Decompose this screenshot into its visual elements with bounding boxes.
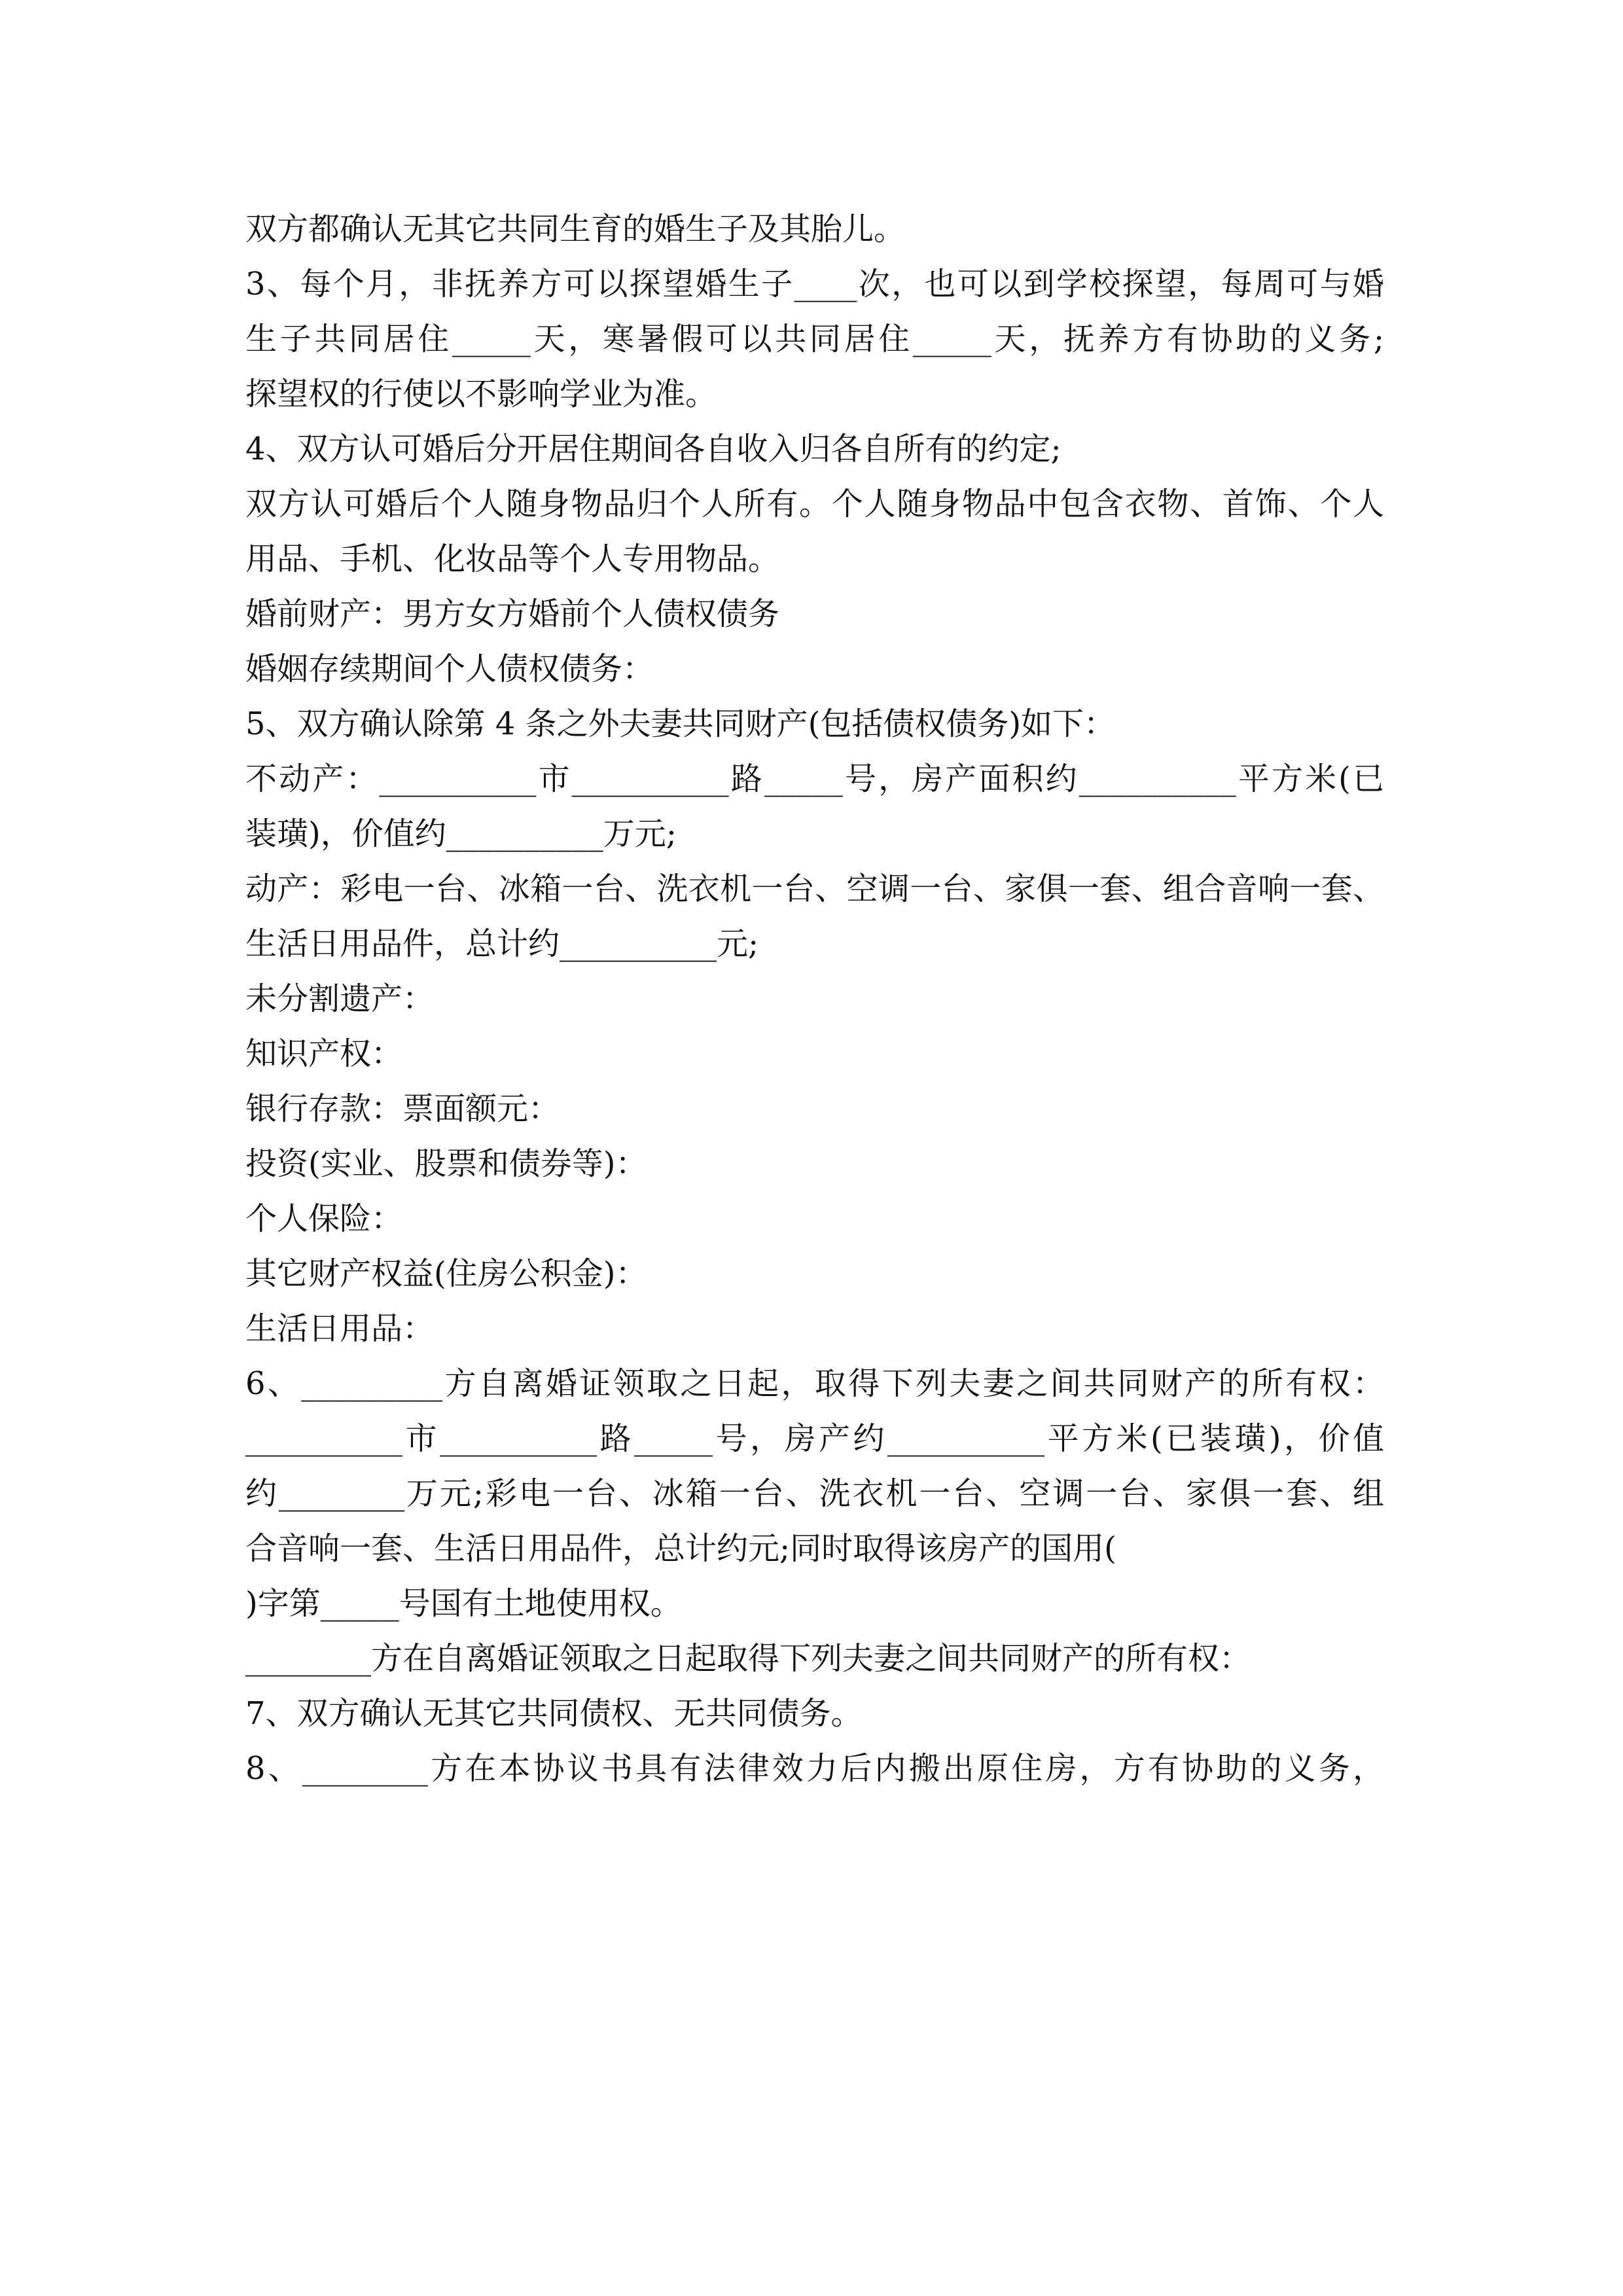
text-line: __________市__________路_____号，房产约__________平方米(已装璜)，价值 <box>245 1420 1384 1457</box>
text-line: 个人保险： <box>245 1200 403 1237</box>
text-line: 生活日用品： <box>245 1310 435 1347</box>
text-line: 双方都确认无其它共同生育的婚生子及其胎儿。 <box>245 211 906 247</box>
text-line: 合音响一套、生活日用品件，总计约元;同时取得该房产的国用( <box>245 1530 1116 1567</box>
text-line: 双方认可婚后个人随身物品归个人所有。个人随身物品中包含衣物、首饰、个人 <box>245 486 1384 522</box>
text-line: 动产：彩电一台、冰箱一台、洗衣机一台、空调一台、家俱一套、组合音响一套、 <box>245 870 1384 907</box>
text-line: 婚姻存续期间个人债权债务： <box>245 651 654 687</box>
text-line: 3、每个月，非抚养方可以探望婚生子____次，也可以到学校探望，每周可与婚 <box>245 266 1384 302</box>
text-line: ________方在自离婚证领取之日起取得下列夫妻之间共同财产的所有权： <box>245 1640 1251 1677</box>
text-line: 8、________方在本协议书具有法律效力后内搬出原住房，方有协助的义务， <box>245 1750 1384 1787</box>
text-line: 7、双方确认无其它共同债权、无共同债务。 <box>245 1695 863 1732</box>
text-line: 其它财产权益(住房公积金)： <box>245 1255 647 1292</box>
text-line: 婚前财产：男方女方婚前个人债权债务 <box>245 596 780 632</box>
text-line: 未分割遗产： <box>245 980 435 1017</box>
text-line: 不动产：__________市__________路_____号，房产面积约__________平方米(已 <box>245 761 1384 797</box>
text-line: 5、双方确认除第 4 条之外夫妻共同财产(包括债权债务)如下： <box>245 706 1116 742</box>
text-line: )字第_____号国有土地使用权。 <box>245 1585 682 1622</box>
text-line: 约________万元;彩电一台、冰箱一台、洗衣机一台、空调一台、家俱一套、组 <box>245 1475 1384 1512</box>
text-line: 知识产权： <box>245 1035 403 1072</box>
text-line: 生子共同居住_____天，寒暑假可以共同居住_____天，抚养方有协助的义务; <box>245 321 1384 357</box>
text-line: 生活日用品件，总计约__________元; <box>245 925 759 962</box>
text-line: 用品、手机、化妆品等个人专用物品。 <box>245 541 780 577</box>
text-line: 4、双方认可婚后分开居住期间各自收入归各自所有的约定; <box>245 431 1061 467</box>
document-body <box>245 202 1384 1796</box>
text-line: 6、_________方自离婚证领取之日起，取得下列夫妻之间共同财产的所有权： <box>245 1365 1384 1402</box>
text-line: 投资(实业、股票和债券等)： <box>245 1145 647 1182</box>
text-line: 银行存款：票面额元： <box>245 1090 560 1127</box>
text-line: 装璜)，价值约__________万元; <box>245 816 677 852</box>
text-line: 探望权的行使以不影响学业为准。 <box>245 376 717 412</box>
